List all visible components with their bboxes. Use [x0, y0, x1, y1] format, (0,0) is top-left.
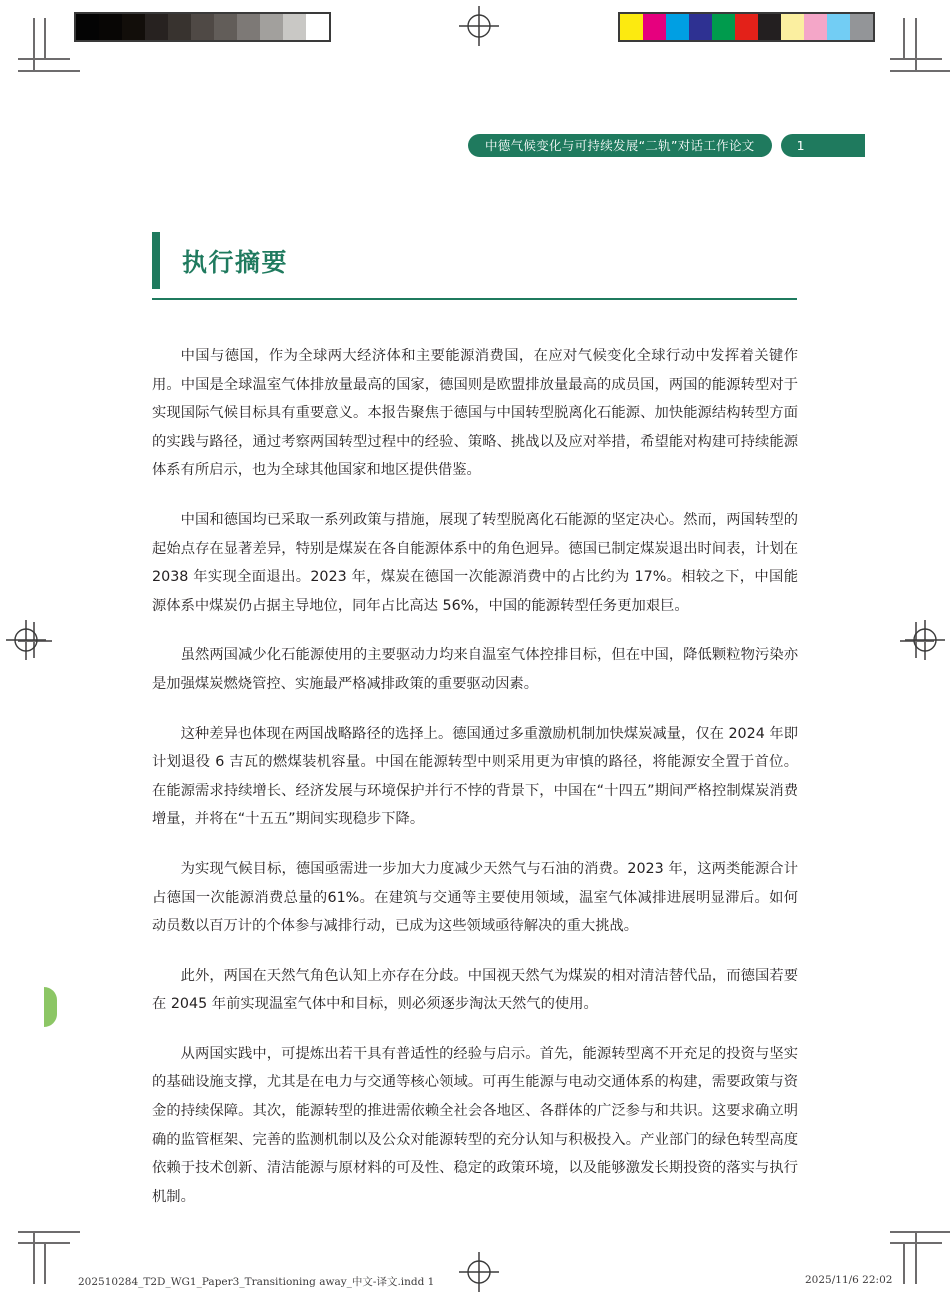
grayscale-patch — [122, 14, 145, 40]
page-title: 执行摘要 — [182, 247, 289, 277]
print-footer — [0, 1270, 950, 1294]
footer-file-name: 202510284_T2D_WG1_Paper3_Transitioning away_中文-译文.indd 1 — [78, 1276, 435, 1288]
color-calibration-bar — [618, 12, 875, 42]
page-number-badge: 1 — [781, 134, 865, 157]
color-patch — [781, 14, 804, 40]
body-paragraph: 虽然两国减少化石能源使用的主要驱动力均来自温室气体控排目标，但在中国，降低颗粒物污染亦是加强煤炭燃烧管控、实施最严格减排政策的重要驱动因素。 — [152, 647, 798, 692]
grayscale-calibration-bar — [74, 12, 331, 42]
registration-mark-right — [905, 620, 945, 660]
footer-timestamp: 2025/11/6 22:02 — [805, 1274, 893, 1286]
color-patch — [735, 14, 758, 40]
title-underline-rule — [152, 298, 797, 300]
grayscale-patch — [214, 14, 237, 40]
color-patch — [804, 14, 827, 40]
color-patch — [643, 14, 666, 40]
body-paragraph: 从两国实践中，可提炼出若干具有普适性的经验与启示。首先，能源转型离不开充足的投资与坚实的基础设施支撑，尤其是在电力与交通等核心领域。可再生能源与电动交通体系的构建，需要政策与资金的持续保障。其次，能源转型的推进需依赖全社会各地区、各群体的广泛参与和共识。这要求确立明确的监管框架、完善的监测机制以及公众对能源转型的充分认知与积极投入。产业部门的绿色转型高度依赖于技术创新、清洁能源与原材料的可及性、稳定的政策环境，以及能够激发长期投资的落实与执行机制。 — [152, 1045, 798, 1205]
running-header — [468, 134, 865, 157]
body-paragraph: 为实现气候目标，德国亟需进一步加大力度减少天然气与石油的消费。2023 年，这两类能源合计占德国一次能源消费总量的61%。在建筑与交通等主要使用领域，温室气体减排进展明显滞后。如何动员数以百万计的个体参与减排行动，已成为这些领域亟待解决的重大挑战。 — [152, 860, 798, 935]
registration-mark-top — [459, 6, 499, 46]
grayscale-patch — [283, 14, 306, 40]
grayscale-patch — [145, 14, 168, 40]
color-patch — [689, 14, 712, 40]
grayscale-patch — [237, 14, 260, 40]
title-accent-bar — [152, 232, 160, 289]
header-title-badge: 中德气候变化与可持续发展“二轨”对话工作论文 — [468, 134, 772, 157]
color-patch — [712, 14, 735, 40]
grayscale-patch — [191, 14, 214, 40]
grayscale-patch — [306, 14, 329, 40]
body-paragraph: 中国和德国均已采取一系列政策与措施，展现了转型脱离化石能源的坚定决心。然而，两国转型的起始点存在显著差异，特别是煤炭在各自能源体系中的角色迥异。德国已制定煤炭退出时间表，计划在 2038 年实现全面退出。2023 年，煤炭在德国一次能源消费中的占比约为 17%。相较之下，中国能源体系中煤炭仍占据主导地位，同年占比高达 56%，中国的能源转型任务更加艰巨。 — [152, 511, 798, 614]
executive-summary-body — [152, 342, 798, 1232]
grayscale-patch — [99, 14, 122, 40]
grayscale-patch — [260, 14, 283, 40]
body-paragraph: 此外，两国在天然气角色认知上亦存在分歧。中国视天然气为煤炭的相对清洁替代品，而德国若要在 2045 年前实现温室气体中和目标，则必须逐步淘汰天然气的使用。 — [152, 967, 798, 1013]
color-patch — [620, 14, 643, 40]
grayscale-patch — [76, 14, 99, 40]
color-patch — [827, 14, 850, 40]
body-paragraph: 中国与德国，作为全球两大经济体和主要能源消费国，在应对气候变化全球行动中发挥着关键作用。中国是全球温室气体排放量最高的国家，德国则是欧盟排放量最高的成员国，两国的能源转型对于实现国际气候目标具有重要意义。本报告聚焦于德国与中国转型脱离化石能源、加快能源结构转型方面的实践与路径，通过考察两国转型过程中的经验、策略、挑战以及应对举措，希望能对构建可持续能源体系有所启示，也为全球其他国家和地区提供借鉴。 — [152, 348, 798, 479]
registration-mark-left — [6, 620, 46, 660]
section-heading-block — [152, 232, 797, 300]
body-paragraph: 这种差异也体现在两国战略路径的选择上。德国通过多重激励机制加快煤炭减量，仅在 2024 年即计划退役 6 吉瓦的燃煤装机容量。中国在能源转型中则采用更为审慎的路径，将能源安全置于首位。在能源需求持续增长、经济发展与环境保护并行不悖的背景下，中国在“十四五”期间严格控制煤炭消费增量，并将在“十五五”期间实现稳步下降。 — [152, 725, 798, 828]
color-patch — [666, 14, 689, 40]
left-edge-green-tab — [44, 987, 57, 1027]
grayscale-patch — [168, 14, 191, 40]
color-patch — [758, 14, 781, 40]
color-patch — [850, 14, 873, 40]
